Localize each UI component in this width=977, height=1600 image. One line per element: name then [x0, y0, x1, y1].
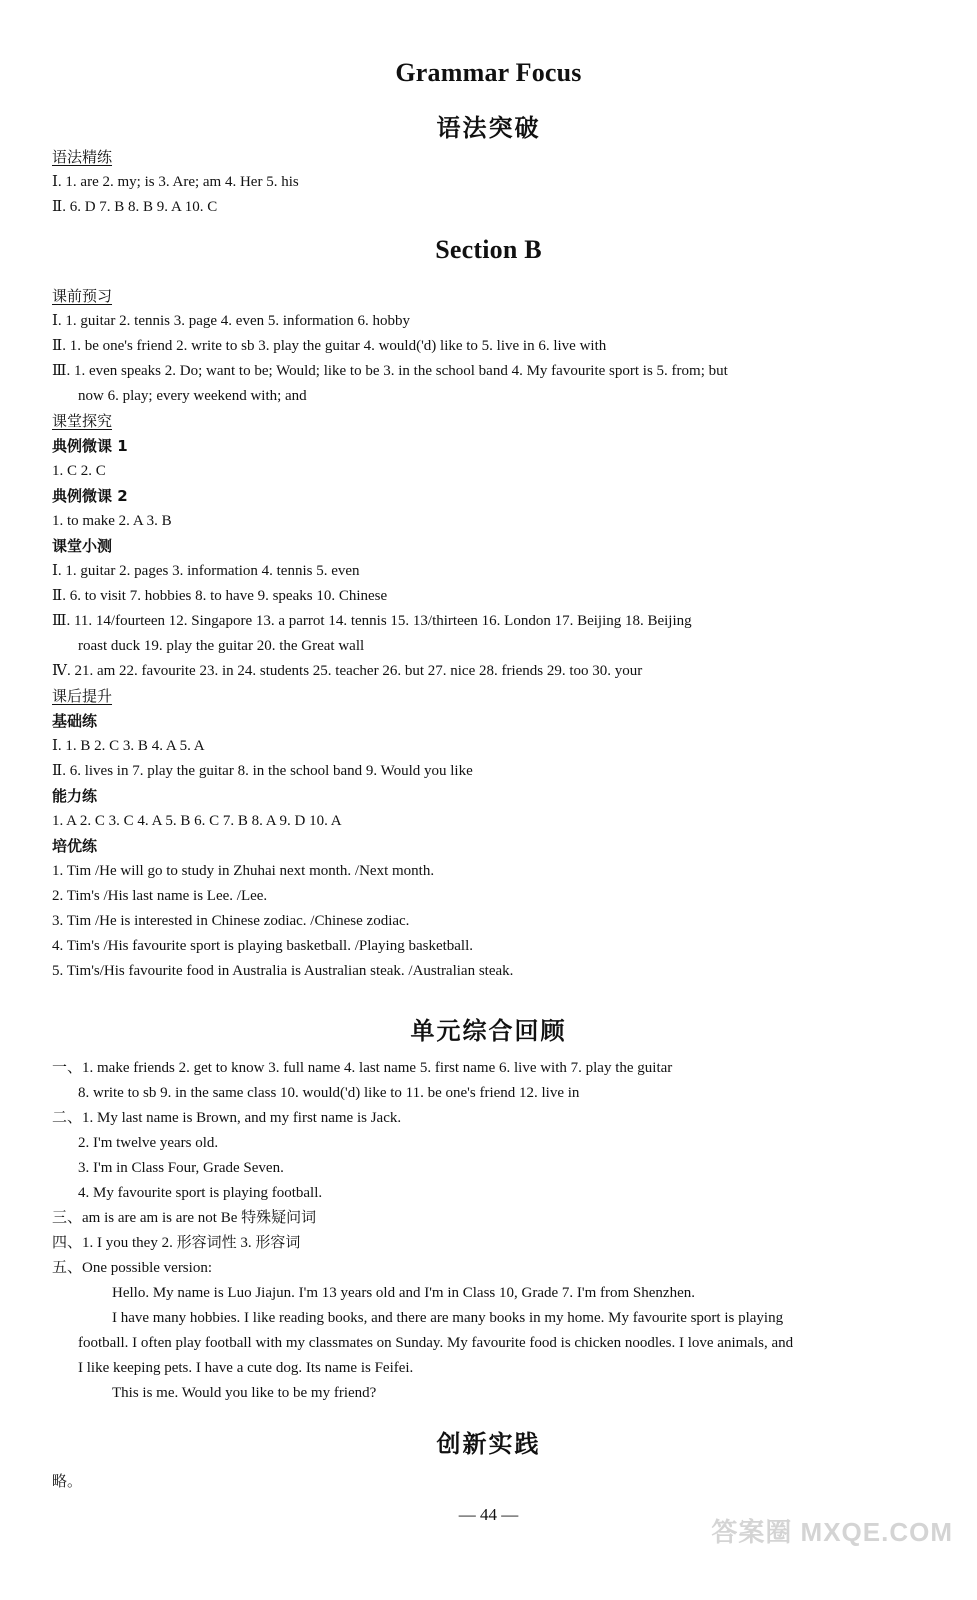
label-example-2: 典例微课 2: [52, 487, 128, 505]
answer-line: 8. write to sb 9. in the same class 10. would('d) like to 11. be one's friend 12. live in: [78, 1085, 580, 1101]
answer-line: 1. to make 2. A 3. B: [52, 513, 172, 529]
subheading-class-explore: 课堂探究: [52, 412, 113, 430]
subheading-grammar-practice: 语法精练: [52, 148, 113, 166]
subheading-preview: 课前预习: [52, 287, 113, 305]
label-class-quiz: 课堂小测: [52, 537, 113, 555]
answer-line: Ⅰ. 1. guitar 2. tennis 3. page 4. even 5. information 6. hobby: [52, 313, 410, 329]
watermark: 答案圈 MXQE.COM: [711, 1517, 953, 1547]
answer-line: 3. Tim /He is interested in Chinese zodiac. /Chinese zodiac.: [52, 913, 410, 929]
review-block: [52, 1056, 922, 1406]
answer-line: 4. My favourite sport is playing football.: [78, 1185, 323, 1201]
answer-line: 4. Tim's /His favourite sport is playing basketball. /Playing basketball.: [52, 938, 474, 954]
answer-line: now 6. play; every weekend with; and: [78, 388, 307, 404]
answer-line: 1. A 2. C 3. C 4. A 5. B 6. C 7. B 8. A 9. D 10. A: [52, 813, 342, 829]
answer-line: Ⅳ. 21. am 22. favourite 23. in 24. students 25. teacher 26. but 27. nice 28. friends 29. too 30. your: [52, 663, 643, 679]
answer-line: 四、1. I you they 2. 形容词性 3. 形容词: [52, 1235, 301, 1251]
answer-line: 五、One possible version:: [52, 1260, 212, 1276]
answer-line: 2. I'm twelve years old.: [78, 1135, 219, 1151]
essay-line: This is me. Would you like to be my friend?: [112, 1385, 377, 1401]
label-advanced: 培优练: [52, 837, 98, 855]
answer-line: Ⅱ. 6. to visit 7. hobbies 8. to have 9. speaks 10. Chinese: [52, 588, 388, 604]
essay-line: Hello. My name is Luo Jiajun. I'm 13 years old and I'm in Class 10, Grade 7. I'm from Shenzhen.: [112, 1285, 696, 1301]
essay-line: I have many hobbies. I like reading books, and there are many books in my home. My favourite sport is playing: [112, 1310, 784, 1326]
subheading-after-class: 课后提升: [52, 687, 113, 705]
page-number: — 44 —: [458, 1505, 519, 1524]
essay-line: I like keeping pets. I have a cute dog. Its name is Feifei.: [78, 1360, 414, 1376]
answer-line: Ⅰ. 1. B 2. C 3. B 4. A 5. A: [52, 738, 205, 754]
label-ability: 能力练: [52, 787, 98, 805]
answer-line: 三、am is are am is are not Be 特殊疑问词: [52, 1210, 317, 1226]
practice-block: [52, 1470, 922, 1495]
answer-line: 2. Tim's /His last name is Lee. /Lee.: [52, 888, 268, 904]
heading-grammar-focus: Grammar Focus: [395, 58, 582, 87]
answer-line: Ⅲ. 11. 14/fourteen 12. Singapore 13. a parrot 14. tennis 15. 13/thirteen 16. London 17. Beijing 18. Beijing: [52, 613, 692, 629]
answer-line: 二、1. My last name is Brown, and my first name is Jack.: [52, 1110, 402, 1126]
heading-grammar-cn: 语法突破: [436, 114, 541, 142]
heading-unit-review: 单元综合回顾: [410, 1017, 567, 1045]
heading-section-b: Section B: [435, 235, 542, 264]
answer-line: Ⅱ. 6. lives in 7. play the guitar 8. in the school band 9. Would you like: [52, 763, 473, 779]
practice-text: 略。: [52, 1474, 83, 1490]
answer-line: Ⅰ. 1. guitar 2. pages 3. information 4. tennis 5. even: [52, 563, 360, 579]
answer-line: 3. I'm in Class Four, Grade Seven.: [78, 1160, 284, 1176]
answer-line: 1. C 2. C: [52, 463, 106, 479]
answer-line: Ⅱ. 1. be one's friend 2. write to sb 3. play the guitar 4. would('d) like to 5. live in 6. live with: [52, 338, 607, 354]
answer-line: Ⅱ. 6. D 7. B 8. B 9. A 10. C: [52, 199, 218, 215]
essay-line: football. I often play football with my classmates on Sunday. My favourite food is chicken noodles. I love animals, and: [78, 1335, 794, 1351]
label-basic: 基础练: [52, 712, 98, 730]
answer-line: Ⅰ. 1. are 2. my; is 3. Are; am 4. Her 5. his: [52, 174, 299, 190]
grammar-block: [52, 145, 922, 220]
label-example-1: 典例微课 1: [52, 437, 128, 455]
answer-line: 一、1. make friends 2. get to know 3. full name 4. last name 5. first name 6. live with 7. play the guitar: [52, 1060, 673, 1076]
answer-line: roast duck 19. play the guitar 20. the Great wall: [78, 638, 365, 654]
answer-line: 1. Tim /He will go to study in Zhuhai next month. /Next month.: [52, 863, 435, 879]
section-b-block: [52, 284, 922, 984]
answer-line: 5. Tim's/His favourite food in Australia is Australian steak. /Australian steak.: [52, 963, 514, 979]
heading-innovation-practice: 创新实践: [436, 1430, 541, 1458]
answer-line: Ⅲ. 1. even speaks 2. Do; want to be; Would; like to be 3. in the school band 4. My favourite sport is 5. from; but: [52, 363, 728, 379]
